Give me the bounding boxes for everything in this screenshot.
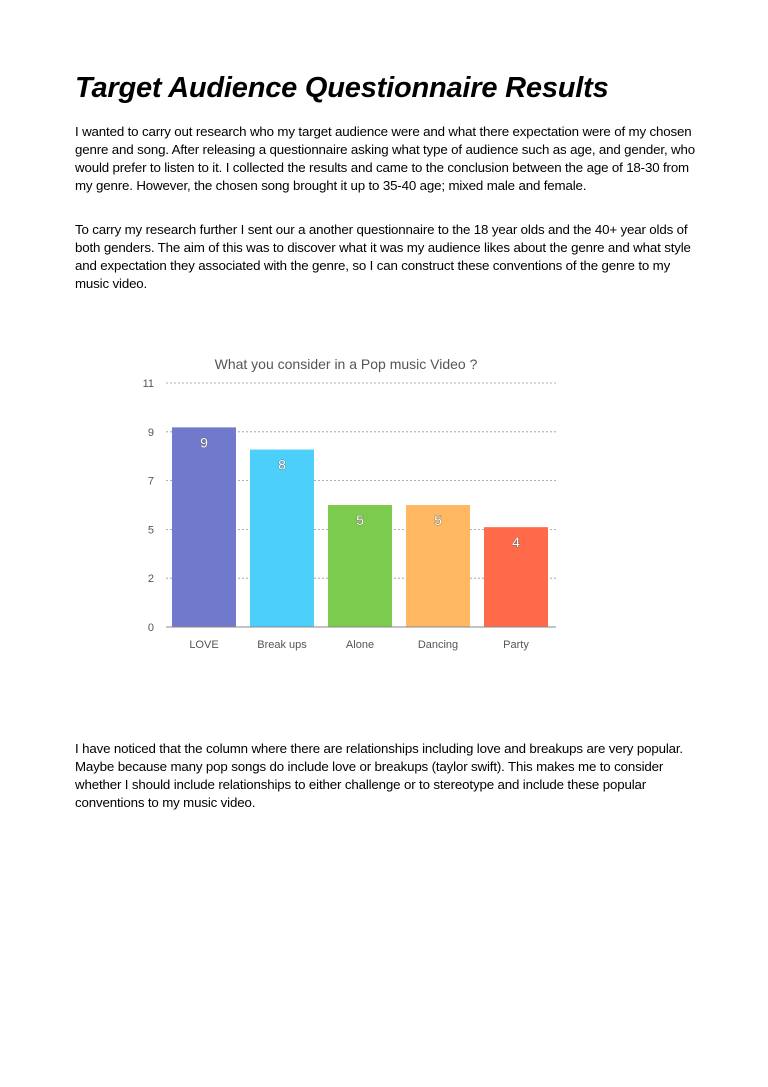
page-title: Target Audience Questionnaire Results: [75, 72, 609, 104]
x-category-label: Dancing: [417, 639, 459, 651]
bar-value-label: 5: [434, 512, 442, 528]
x-category-label: LOVE: [189, 639, 219, 651]
bar-value-label: 9: [200, 434, 208, 451]
y-tick-label: 5: [147, 524, 154, 537]
bar-break-ups: [250, 450, 314, 627]
x-category-label: Party: [503, 639, 529, 651]
bar-value-label: 5: [356, 512, 364, 528]
bar-value-label: 8: [278, 456, 286, 473]
x-category-label: Break ups: [257, 639, 307, 651]
paragraph-conclusion: I have noticed that the column where there are relationships including love and breakups are very popular. Maybe because many pop songs do include love or breakups (taylor swift). This makes me to consider whether I should include relationships to either challenge or to stereotype and include these popular conventions to my music video.: [75, 741, 683, 810]
paragraph-research: To carry my research further I sent our a another questionnaire to the 18 year olds and the 40+ year olds of both genders. The aim of this was to discover what it was my audience likes about the genre and what style and expectation they associated with the genre, so I can construct these conventions of the genre to my music video.: [75, 222, 691, 291]
bar-love: [172, 427, 236, 627]
paragraph-intro: I wanted to carry out research who my target audience were and what there expectation were of my chosen genre and song. After releasing a questionnaire asking what type of audience such as age, and gender, who would prefer to listen to it. I collected the results and came to the conclusion between the age of 18-30 from my genre. However, the chosen song brought it up to 35-40 age; mixed male and female.: [75, 124, 695, 193]
y-tick-label: 0: [147, 622, 154, 634]
x-category-label: Alone: [345, 639, 375, 651]
bar-chart: [100, 345, 570, 665]
y-tick-label: 9: [147, 426, 154, 439]
chart-title: What you consider in a Pop music Video ?: [214, 356, 478, 372]
y-tick-label: 7: [147, 475, 154, 488]
y-tick-label: 11: [142, 378, 154, 390]
bar-value-label: 4: [512, 534, 520, 551]
chart-bars: [172, 427, 548, 627]
y-tick-label: 2: [147, 573, 154, 586]
